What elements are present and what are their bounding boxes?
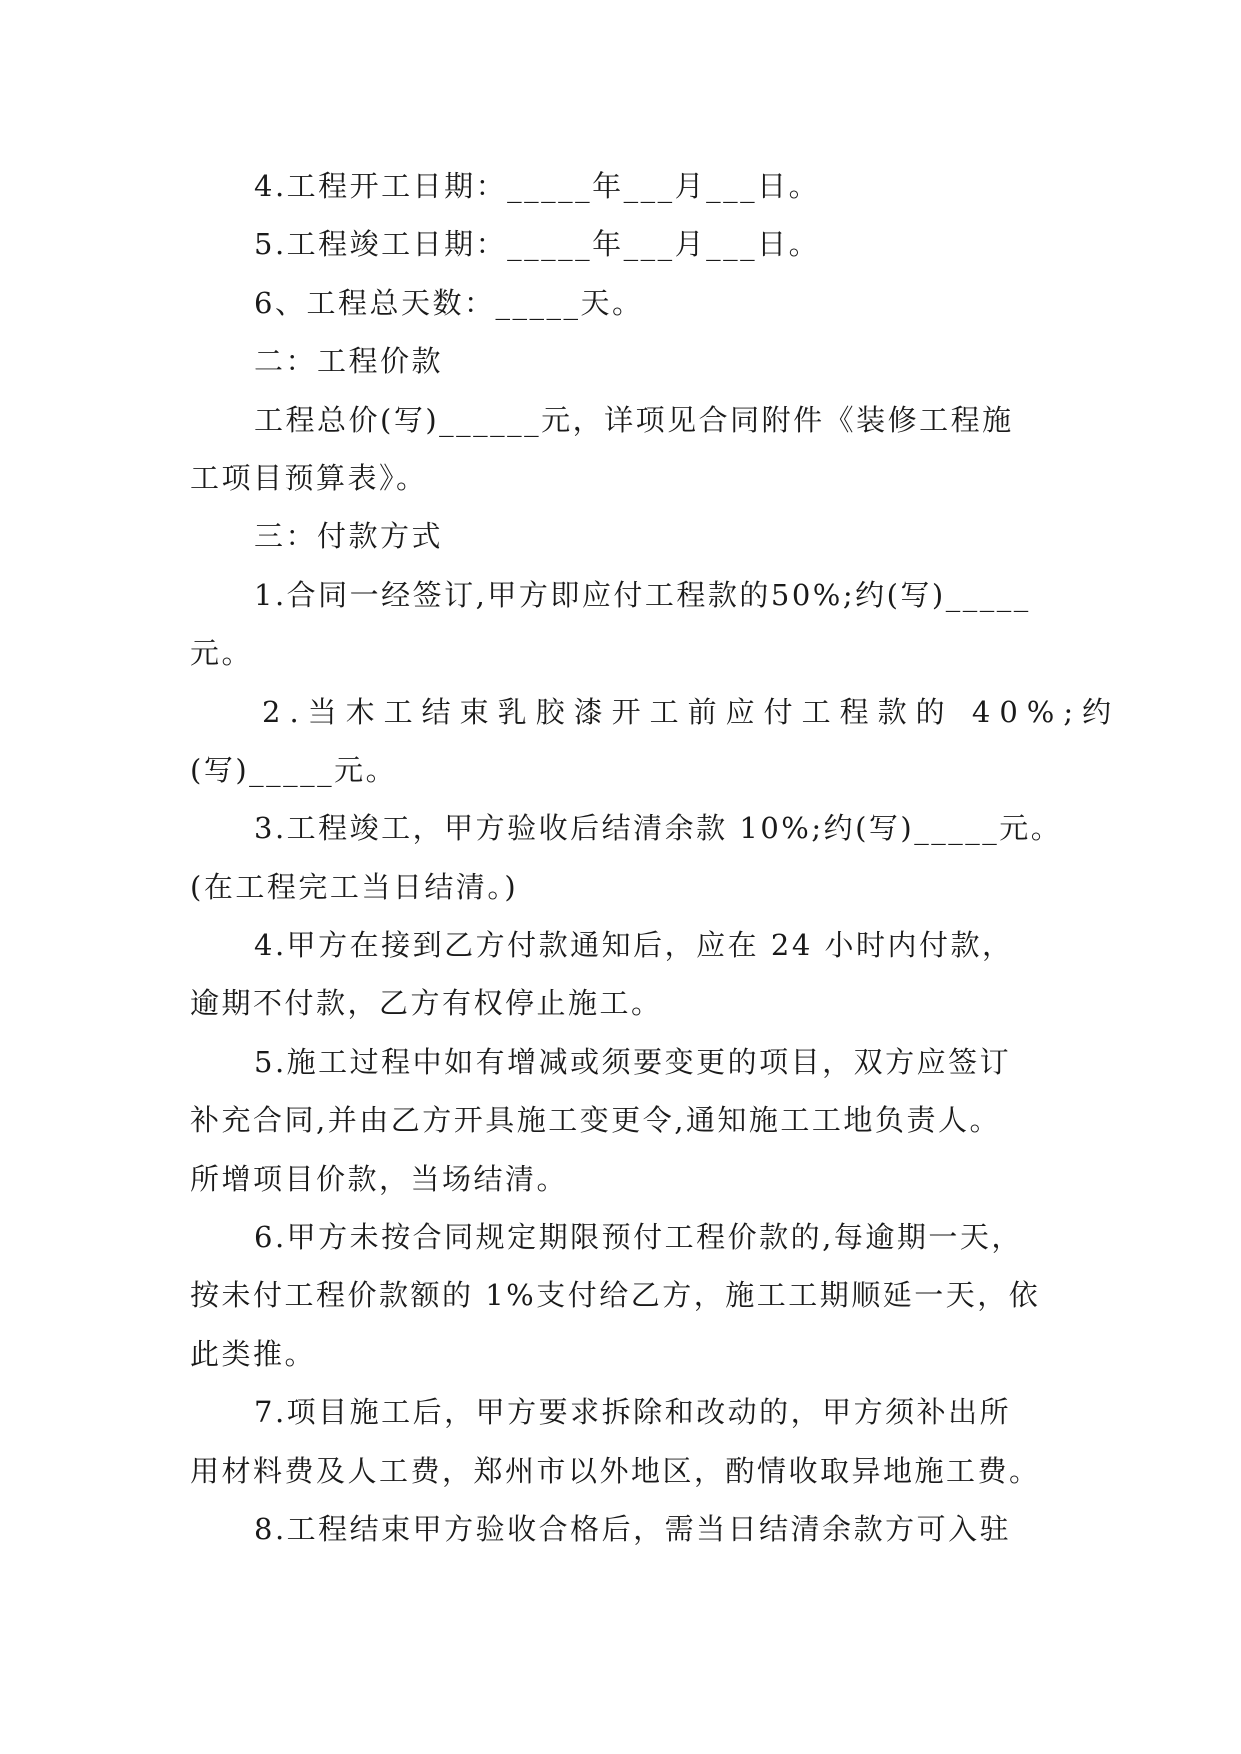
payment-clause-6: 6.甲方未按合同规定期限预付工程价款的,每逾期一天， (254, 1220, 1023, 1255)
payment-clause-5: 5.施工过程中如有增减或须要变更的项目，双方应签订 (254, 1044, 1012, 1079)
paragraph-total-price-cont: 工项目预算表》。 (190, 460, 428, 495)
payment-clause-1-cont: 元。 (190, 636, 254, 671)
section-heading-price: 二：工程价款 (254, 344, 444, 379)
contract-text-body (190, 157, 1121, 1558)
payment-clause-5-cont-2: 所增项目价款，当场结清。 (190, 1161, 569, 1196)
clause-start-date: 4.工程开工日期：_____年___月___日。 (254, 169, 821, 203)
payment-clause-6-cont-1: 按未付工程价款额的 1%支付给乙方，施工工期顺延一天，依 (190, 1278, 1041, 1313)
section-heading-payment: 三：付款方式 (254, 519, 444, 554)
paragraph-total-price: 工程总价(写)______元，详项见合同附件《装修工程施 (254, 402, 1014, 437)
clause-total-days: 6、工程总天数：_____天。 (254, 285, 644, 320)
payment-clause-2-cont: (写)_____元。 (190, 752, 398, 787)
payment-clause-6-cont-2: 此类推。 (190, 1336, 317, 1371)
payment-clause-7: 7.项目施工后，甲方要求拆除和改动的，甲方须补出所 (254, 1395, 1012, 1430)
payment-clause-4-cont: 逾期不付款，乙方有权停止施工。 (190, 986, 663, 1021)
payment-clause-8: 8.工程结束甲方验收合格后，需当日结清余款方可入驻 (254, 1511, 1012, 1546)
payment-clause-1: 1.合同一经签订,甲方即应付工程款的50%;约(写)_____ (254, 577, 1031, 612)
payment-clause-5-cont-1: 补充合同,并由乙方开具施工变更令,通知施工工地负责人。 (190, 1103, 1001, 1138)
payment-clause-2: 2.当木工结束乳胶漆开工前应付工程款的 40%;约 (262, 694, 1121, 729)
payment-clause-4: 4.甲方在接到乙方付款通知后，应在 24 小时内付款， (254, 928, 1014, 963)
clause-completion-date: 5.工程竣工日期：_____年___月___日。 (254, 227, 821, 262)
payment-clause-7-cont: 用材料费及人工费，郑州市以外地区，酌情收取异地施工费。 (190, 1453, 1041, 1488)
payment-clause-3: 3.工程竣工，甲方验收后结清余款 10%;约(写)_____元。 (254, 811, 1063, 846)
payment-clause-3-cont: (在工程完工当日结清。) (190, 869, 519, 904)
